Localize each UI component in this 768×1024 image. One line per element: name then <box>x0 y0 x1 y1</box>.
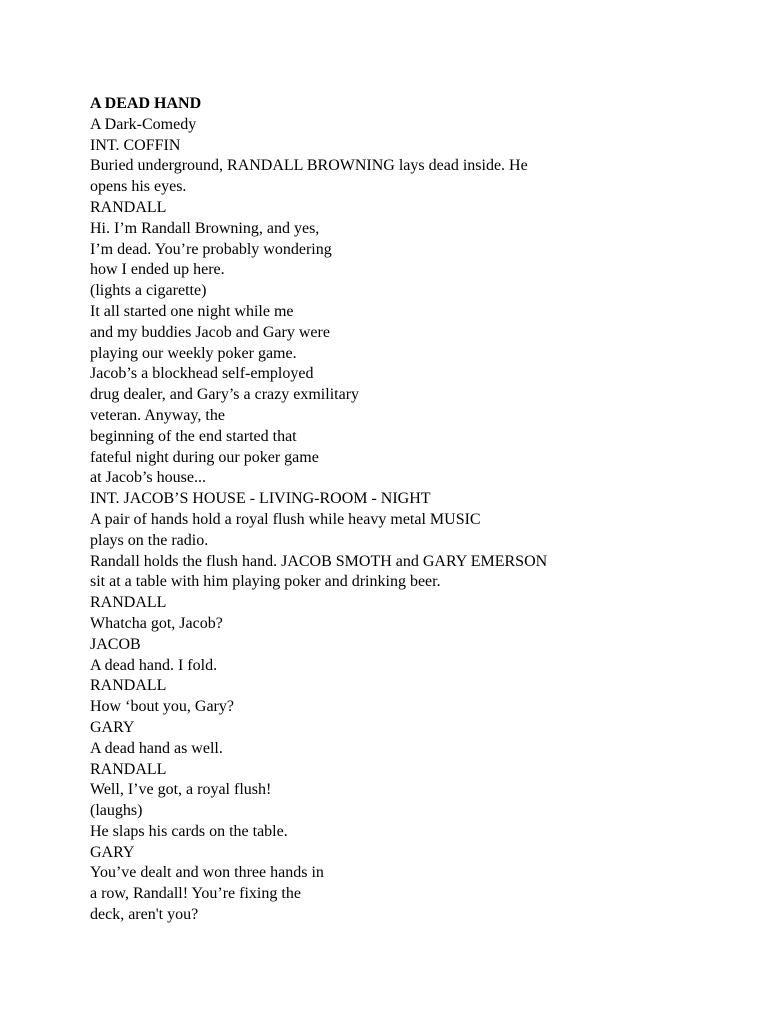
text-line: It all started one night while me <box>90 302 294 320</box>
text-line: RANDALL <box>90 594 167 612</box>
text-line: veteran. Anyway, the <box>90 406 225 424</box>
text-line: He slaps his cards on the table. <box>90 822 288 840</box>
text-line: Well, I’ve got, a royal flush! <box>90 781 272 799</box>
document-page <box>90 94 750 926</box>
text-line: plays on the radio. <box>90 531 209 549</box>
text-line: Randall holds the flush hand. JACOB SMOTH and GARY EMERSON <box>90 552 548 570</box>
text-line: Buried underground, RANDALL BROWNING lays dead inside. He <box>90 157 528 175</box>
text-line: Hi. I’m Randall Browning, and yes, <box>90 219 320 237</box>
text-line: A dead hand as well. <box>90 739 223 757</box>
text-line: RANDALL <box>90 760 167 778</box>
text-line: how I ended up here. <box>90 261 225 279</box>
text-line: You’ve dealt and won three hands in <box>90 864 324 882</box>
text-line: JACOB <box>90 635 141 653</box>
text-line: opens his eyes. <box>90 178 187 196</box>
text-line: playing our weekly poker game. <box>90 344 297 362</box>
text-line: GARY <box>90 843 135 861</box>
text-line: and my buddies Jacob and Gary were <box>90 323 330 341</box>
text-line: RANDALL <box>90 198 167 216</box>
text-line: a row, Randall! You’re fixing the <box>90 885 301 903</box>
text-line: A dead hand. I fold. <box>90 656 218 674</box>
text-line: A Dark-Comedy <box>90 115 197 133</box>
text-line: (lights a cigarette) <box>90 282 207 300</box>
script-body <box>90 115 750 926</box>
text-line: fateful night during our poker game <box>90 448 319 466</box>
text-line: drug dealer, and Gary’s a crazy exmilitary <box>90 386 360 404</box>
text-line: sit at a table with him playing poker and drinking beer. <box>90 573 441 591</box>
text-line: beginning of the end started that <box>90 427 297 445</box>
text-line: A pair of hands hold a royal flush while heavy metal MUSIC <box>90 510 481 528</box>
text-line: How ‘bout you, Gary? <box>90 698 234 716</box>
text-line: at Jacob’s house... <box>90 469 206 487</box>
text-line: INT. JACOB’S HOUSE - LIVING-ROOM - NIGHT <box>90 490 431 508</box>
text-line: (laughs) <box>90 802 143 820</box>
document-title: A DEAD HAND <box>90 95 202 112</box>
text-line: GARY <box>90 718 135 736</box>
text-line: INT. COFFIN <box>90 136 181 154</box>
text-line: RANDALL <box>90 677 167 695</box>
text-line: deck, aren't you? <box>90 906 199 924</box>
text-line: Jacob’s a blockhead self-employed <box>90 365 314 383</box>
text-line: Whatcha got, Jacob? <box>90 614 223 632</box>
text-line: I’m dead. You’re probably wondering <box>90 240 332 258</box>
